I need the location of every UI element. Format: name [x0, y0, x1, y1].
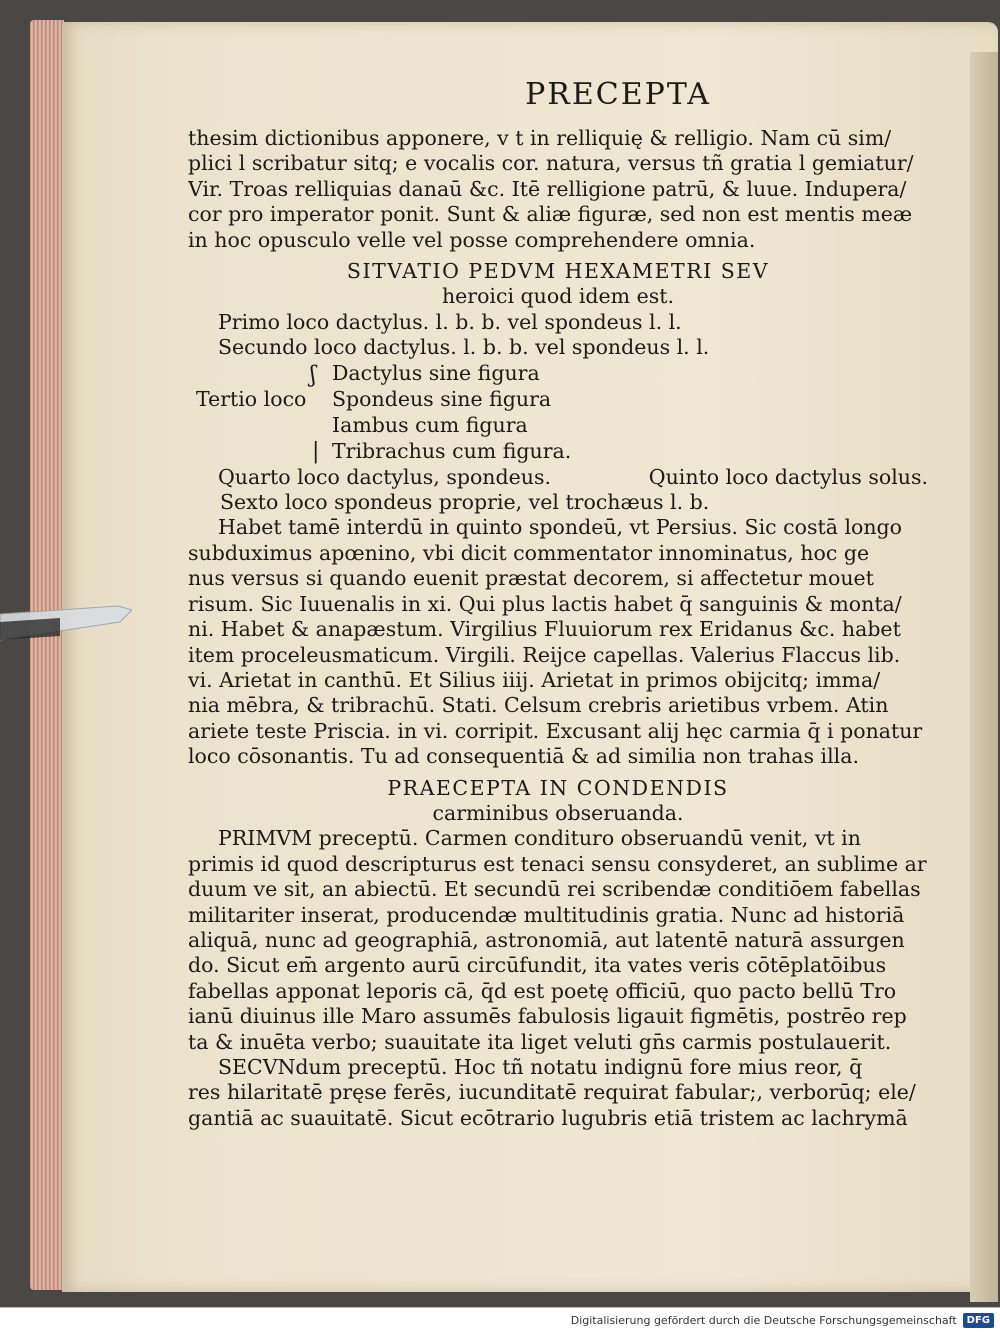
- quarto-text: Quarto loco dactylus, spondeus.: [218, 464, 552, 489]
- tertio-loco-block: [188, 361, 928, 465]
- text-line: do. Sicut em̄ argento aurū circūfundit, ita vates veris cōtēplatōibus: [188, 953, 887, 978]
- text-line: aliquā, nunc ad geographiā, astronomiā, aut latentē naturā assurgen: [188, 927, 905, 952]
- funding-credit: Digitalisierung gefördert durch die Deutsche Forschungsgemeinschaft: [570, 1313, 957, 1327]
- foot-option: Tribrachus cum figura.: [332, 438, 572, 463]
- text-line: ariete teste Priscia. in vi. corripit. Excusant alij hęc carmia q̄ i ponatur: [188, 718, 923, 743]
- foot-option: Spondeus sine figura: [332, 386, 552, 411]
- text-line: thesim dictionibus apponere, v t in relliquię & relligio. Nam cū sim/: [188, 126, 892, 150]
- tertio-label: Tertio loco: [196, 386, 307, 411]
- book-page-edges: [30, 20, 64, 1290]
- text-line: plici l scribatur sitq; e vocalis cor. natura, versus tñ gratia l gemiatur/: [188, 151, 914, 176]
- foot-option: Iambus cum figura: [332, 412, 528, 437]
- text-line: Vir. Troas relliquias danaū &c. Itē relligione patrū, & luue. Indupera/: [188, 176, 907, 201]
- foot-option: Dactylus sine figura: [332, 360, 540, 385]
- section-subheading: carminibus obseruanda.: [432, 800, 684, 825]
- text-line: ianū diuinus ille Maro assumēs fabulosis ligauit figmētis, postrēo rep: [188, 1004, 907, 1029]
- text-line: ni. Habet & anapæstum. Virgilius Fluuiorum rex Eridanus &c. habet: [188, 617, 901, 642]
- text-line: vi. Arietat in canthū. Et Silius iiij. Arietat in primos obijcitq; imma/: [188, 667, 881, 692]
- text-line: gantiā ac suauitatē. Sicut ecōtrario lugubris etiā tristem ac lachrymā: [188, 1105, 908, 1130]
- quarto-quinto-line: [188, 465, 928, 490]
- footer-bar: [0, 1307, 1000, 1332]
- page-marker-strip: [0, 600, 132, 644]
- text-line: nia mēbra, & tribrachū. Stati. Celsum crebris arietibus vrbem. Atin: [188, 693, 889, 718]
- text-line: cor pro imperator ponit. Sunt & aliæ figuræ, sed non est mentis meæ: [188, 202, 913, 227]
- text-line: Primo loco dactylus. l. b. b. vel spondeus l. l.: [218, 309, 682, 334]
- quinto-text: Quinto loco dactylus solus.: [648, 464, 928, 489]
- text-line: item proceleusmaticum. Virgili. Reijce capellas. Valerius Flaccus lib.: [188, 642, 901, 667]
- text-line: Secundo loco dactylus. l. b. b. vel spondeus l. l.: [218, 335, 710, 360]
- section-heading: PRAECEPTA IN CONDENDIS: [387, 775, 729, 800]
- text-line: res hilaritatē pręse ferēs, iucunditatē requirat fabular;, verborūq; ele/: [188, 1080, 916, 1105]
- text-line: SECVNdum preceptū. Hoc tñ notatu indignū fore mius reor, q̄: [218, 1055, 863, 1079]
- text-line: militariter inserat, producendæ multitudinis gratia. Nunc ad historiā: [188, 902, 905, 927]
- text-line: ta & inuēta verbo; suauitate ita liget veluti gn̄s carmis postulauerit.: [188, 1029, 892, 1054]
- text-line: loco cōsonantis. Tu ad consequentiā & ad similia non trahas illa.: [188, 744, 859, 769]
- dfg-logo: DFG: [963, 1313, 994, 1328]
- facing-page-edge: [970, 52, 998, 1302]
- page-title: PRECEPTA: [525, 77, 711, 112]
- text-line: primis id quod descripturus est tenaci sensu consyderet, an sublime ar: [188, 851, 927, 876]
- text-line: PRIMVM preceptū. Carmen condituro obseruandū venit, vt in: [218, 826, 861, 851]
- text-line: in hoc opusculo velle vel posse comprehendere omnia.: [188, 227, 756, 252]
- section-heading: SITVATIO PEDVM HEXAMETRI SEV: [346, 259, 770, 284]
- brace-mark: ʃ: [310, 362, 316, 388]
- section-subheading: heroici quod idem est.: [441, 284, 675, 309]
- text-line: fabellas apponat leporis cā, q̄d est poetę officiū, quo pacto bellū Tro: [188, 978, 897, 1003]
- text-line: risum. Sic Iuuenalis in xi. Qui plus lactis habet q̄ sanguinis & monta/: [188, 591, 902, 616]
- text-line: nus versus si quando euenit præstat decorem, si affectetur mouet: [188, 566, 874, 591]
- text-line: Habet tamē interdū in quinto spondeū, vt Persius. Sic costā longo: [218, 515, 903, 540]
- text-line: duum ve sit, an abiectū. Et secundū rei scribendæ conditiōem fabellas: [188, 877, 921, 902]
- text-line: Sexto loco spondeus proprie, vel trochæus l. b.: [220, 490, 710, 515]
- brace-mark: |: [312, 438, 320, 464]
- text-line: subduximus apœnino, vbi dicit commentator innominatus, hoc ge: [188, 540, 870, 565]
- page-text: [188, 78, 928, 1131]
